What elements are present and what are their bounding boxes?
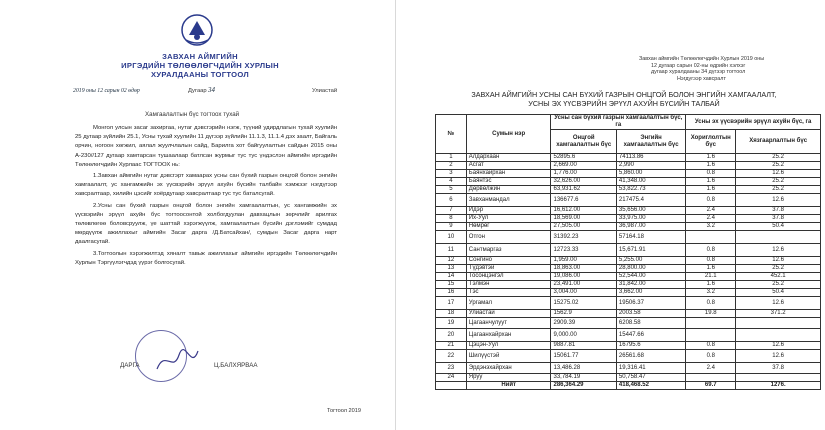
cell-limit: 12.6: [736, 194, 821, 207]
cell-special: 32,626.00: [551, 178, 616, 186]
table-row: [436, 289, 821, 297]
paragraph-4: 3.Тогтоолын хэрэгжилтэд хяналт тавьж ажиллахыг аймгийн иргэдийн Төлөөлөгчдийн Хурлын Тэргүүлэгчдэд үүрэг болгосугай.: [75, 250, 337, 266]
cell-strict: 3.2: [686, 223, 736, 231]
cell-special: 15061.77: [551, 350, 616, 363]
annex-page: [404, 0, 825, 430]
table-title-line-1: ЗАВХАН АЙМГИЙН УСНЫ САН БҮХИЙ ГАЗРЫН ОНЦГОЙ БОЛОН ЭНГИЙН ХАМГААЛАЛТ,: [471, 90, 777, 99]
cell-normal: 36,987.00: [616, 223, 685, 231]
cell-total-empty: [436, 382, 467, 390]
cell-normal: 19,316.41: [616, 363, 685, 374]
table-row: [436, 318, 821, 329]
cell-no: 4: [436, 178, 467, 186]
cell-normal: 6208.58: [616, 318, 685, 329]
cell-special: 31392.23: [551, 231, 616, 244]
cell-limit: 12.6: [736, 244, 821, 257]
cell-limit: [736, 318, 821, 329]
cell-special: 33,784.19: [551, 374, 616, 382]
cell-sum-name: Улиастай: [466, 310, 551, 318]
cell-no: 13: [436, 265, 467, 273]
cell-sum-name: Цагаанхайрхан: [466, 329, 551, 342]
cell-strict: 0.8: [686, 170, 736, 178]
cell-no: 14: [436, 273, 467, 281]
cell-normal: 2,990: [616, 162, 685, 170]
cell-sum-name: Дөрвөлжин: [466, 186, 551, 194]
cell-normal: 15,671.91: [616, 244, 685, 257]
cell-special: 16,612.00: [551, 207, 616, 215]
signature-icon: [155, 345, 200, 375]
table-row: [436, 363, 821, 374]
cell-sum-name: Тэс: [466, 289, 551, 297]
col-header-no: №: [436, 115, 467, 154]
col-header-special: Онцгой хамгаалалтын бүс: [551, 130, 616, 154]
table-row: [436, 154, 821, 162]
table-title-line-2: УСНЫ ЭХ ҮҮСВЭРИЙН ЭРҮҮЛ АХУЙН БҮСИЙН ТАЛБАЙ: [528, 99, 720, 108]
table-row: [436, 244, 821, 257]
cell-normal: 217475.4: [616, 194, 685, 207]
col-header-sum: Сумын нэр: [466, 115, 551, 154]
table-total-row: [436, 382, 821, 390]
cell-limit: 25.2: [736, 186, 821, 194]
table-row: [436, 350, 821, 363]
table-row: [436, 170, 821, 178]
signer-name: Ц.БАЛХЯРВАА: [214, 362, 258, 369]
cell-normal: 50,758.47: [616, 374, 685, 382]
cell-no: 15: [436, 281, 467, 289]
cell-limit: 25.2: [736, 281, 821, 289]
cell-normal: 2003.58: [616, 310, 685, 318]
cell-no: 17: [436, 297, 467, 310]
col-header-normal: Энгийн хамгаалалтын бүс: [616, 130, 685, 154]
cell-normal: 19506.37: [616, 297, 685, 310]
col-header-strict: Хориглолтын бүс: [686, 130, 736, 154]
cell-strict: 2.4: [686, 215, 736, 223]
cell-limit: 12.6: [736, 297, 821, 310]
cell-limit: 25.2: [736, 265, 821, 273]
cell-no: 19: [436, 318, 467, 329]
table-row: [436, 265, 821, 273]
cell-special: 63,931.62: [551, 186, 616, 194]
cell-special: 18,863.00: [551, 265, 616, 273]
cell-total-strict: 69.7: [686, 382, 736, 390]
cell-normal: 31,842.00: [616, 281, 685, 289]
cell-no: 2: [436, 162, 467, 170]
cell-limit: 37.8: [736, 207, 821, 215]
cell-strict: 1.6: [686, 162, 736, 170]
table-row: [436, 281, 821, 289]
cell-strict: 0.8: [686, 244, 736, 257]
cell-sum-name: Тэлмэн: [466, 281, 551, 289]
cell-special: 136677.6: [551, 194, 616, 207]
cell-limit: 452.1: [736, 273, 821, 281]
page-footer: Тогтоол 2019: [327, 408, 361, 414]
cell-special: 13,486.28: [551, 363, 616, 374]
cell-special: 15275.02: [551, 297, 616, 310]
cell-strict: 1.6: [686, 265, 736, 273]
cell-total-normal: 418,468.52: [616, 382, 685, 390]
cell-sum-name: Завханмандал: [466, 194, 551, 207]
col-header-limit: Хязгаарлалтын бүс: [736, 130, 821, 154]
cell-strict: 0.8: [686, 297, 736, 310]
cell-sum-name: Идэр: [466, 207, 551, 215]
cell-no: 7: [436, 207, 467, 215]
cell-special: 1,776.00: [551, 170, 616, 178]
cell-no: 8: [436, 215, 467, 223]
cell-sum-name: Сонгино: [466, 257, 551, 265]
cell-strict: 3.2: [686, 289, 736, 297]
table-row: [436, 342, 821, 350]
cell-no: 6: [436, 194, 467, 207]
cell-no: 23: [436, 363, 467, 374]
cell-strict: 2.4: [686, 207, 736, 215]
table-row: [436, 374, 821, 382]
cell-normal: 3,662.00: [616, 289, 685, 297]
cell-strict: 19.8: [686, 310, 736, 318]
table-row: [436, 178, 821, 186]
col-header-group2: Усны эх үүсвэрийн эрүүл ахуйн бүс, га: [686, 115, 821, 130]
cell-strict: [686, 318, 736, 329]
table-row: [436, 297, 821, 310]
cell-normal: 28,800.00: [616, 265, 685, 273]
cell-normal: 15447.66: [616, 329, 685, 342]
cell-total-special: 286,364.29: [551, 382, 616, 390]
cell-limit: [736, 329, 821, 342]
cell-special: 9887.81: [551, 342, 616, 350]
cell-special: 18,569.00: [551, 215, 616, 223]
table-row: [436, 231, 821, 244]
cell-normal: 5,255.00: [616, 257, 685, 265]
cell-sum-name: Цагаанчулуут: [466, 318, 551, 329]
annex-reference: [639, 56, 817, 82]
cell-sum-name: Алдархаан: [466, 154, 551, 162]
cell-no: 18: [436, 310, 467, 318]
cell-strict: 2.4: [686, 363, 736, 374]
cell-strict: 1.6: [686, 154, 736, 162]
cell-total-label: Нийт: [466, 382, 551, 390]
table-row: [436, 223, 821, 231]
table-row: [436, 194, 821, 207]
cell-no: 24: [436, 374, 467, 382]
signer-title: ДАРГА: [120, 362, 140, 369]
number-value: 34: [208, 86, 215, 94]
cell-strict: [686, 374, 736, 382]
cell-no: 12: [436, 257, 467, 265]
cell-normal: 5,860.00: [616, 170, 685, 178]
table-row: [436, 207, 821, 215]
cell-limit: 25.2: [736, 154, 821, 162]
cell-sum-name: Ургамал: [466, 297, 551, 310]
cell-no: 21: [436, 342, 467, 350]
cell-special: 3,004.00: [551, 289, 616, 297]
col-header-group1: Усны сан бүхий газрын хамгаалалтын бүс, га: [551, 115, 686, 130]
cell-strict: 0.8: [686, 350, 736, 363]
cell-special: 19,086.00: [551, 273, 616, 281]
cell-limit: 50.4: [736, 223, 821, 231]
cell-no: 9: [436, 223, 467, 231]
state-emblem-icon: [180, 13, 214, 47]
cell-normal: 57164.18: [616, 231, 685, 244]
resolution-title: Хамгаалалтын бүс тогтоох тухай: [145, 111, 240, 118]
cell-normal: 16795.6: [616, 342, 685, 350]
cell-limit: 371.2: [736, 310, 821, 318]
cell-strict: 0.8: [686, 342, 736, 350]
cell-special: 27,505.00: [551, 223, 616, 231]
cell-limit: 12.6: [736, 257, 821, 265]
header-line-2: ИРГЭДИЙН ТӨЛӨӨЛӨГЧДИЙН ХУРЛЫН: [121, 61, 279, 70]
cell-special: 12723.33: [551, 244, 616, 257]
table-row: [436, 310, 821, 318]
annex-line-4: Нэгдүгээр хавсралт: [677, 75, 726, 82]
cell-sum-name: Сантмаргаз: [466, 244, 551, 257]
cell-limit: 50.4: [736, 289, 821, 297]
cell-limit: 25.2: [736, 162, 821, 170]
cell-no: 22: [436, 350, 467, 363]
resolution-page: [0, 0, 396, 430]
cell-special: 23,491.00: [551, 281, 616, 289]
place-name: Улиастай: [312, 88, 338, 94]
cell-special: 2,669.00: [551, 162, 616, 170]
cell-limit: 25.2: [736, 178, 821, 186]
number-label: Дугаар: [188, 88, 207, 94]
annex-line-2: 12 дугаар сарын 02-ны өдрийн хэлхэг: [651, 62, 746, 69]
cell-strict: 1.6: [686, 186, 736, 194]
cell-strict: 0.8: [686, 194, 736, 207]
paragraph-1: Монгол улсын засаг захиргаа, нутаг дэвсгэрийн нэгж, түүний удирдлагын тухай хуулийн 25 дугаар зүйлийн 25.1, Усны тухай хуулийн 11 дүгээр зүйлийн 11.1.3, 11.1.4 дэх заалт, Байгаль орчин, ногоон хөгжил, аялал жуулчлалын сайд, Барилга хот байгуулалтын сайдын 2015 оны А-230//127 дугаар хамтарсан тушаалаар батлсан журмыг тус тус үндэслэн аймгийн иргэдийн Төлөөлөгчдийн Хурлаас ТОГТООХ нь:: [75, 125, 337, 168]
cell-strict: 21.1: [686, 273, 736, 281]
annex-line-1: Завхан аймгийн Төлөөлөгчдийн Хурлын 2019 оны: [639, 56, 765, 62]
cell-normal: 53,822.73: [616, 186, 685, 194]
header-line-1: ЗАВХАН АЙМГИЙН: [162, 52, 238, 61]
paragraph-3: 2.Усны сан бүхий газрын онцгой болон энгийн хамгаалалтын, ус хангамжийн эх үүсвэрийн эрүүл ахуйн бүс тогтоосонтой холбогдуулан давхацлын зөрчлийг арилгах төлөвлөгөө боловсруулж, үе шаттай хэрэгжүүлж, хамгаалалтын бүсийн дэглэмийг сумдад мөрдүүлж ажиллахыг аймгийн Засаг дарга /Д.Батсайхан/, сумдын Засаг дарга нарт даалгасугай.: [75, 202, 337, 246]
protection-zone-table: [435, 114, 821, 390]
cell-normal: 52,544.00: [616, 273, 685, 281]
cell-no: 11: [436, 244, 467, 257]
cell-no: 20: [436, 329, 467, 342]
cell-special: 1562.9: [551, 310, 616, 318]
cell-limit: 12.6: [736, 350, 821, 363]
cell-sum-name: Баянхайрхан: [466, 170, 551, 178]
cell-sum-name: Шилүүстэй: [466, 350, 551, 363]
table-row: [436, 186, 821, 194]
cell-normal: 35,656.00: [616, 207, 685, 215]
cell-no: 1: [436, 154, 467, 162]
table-row: [436, 215, 821, 223]
cell-special: 9,000.00: [551, 329, 616, 342]
cell-sum-name: Эрдэнэхайрхан: [466, 363, 551, 374]
cell-normal: 33,975.00: [616, 215, 685, 223]
cell-limit: [736, 231, 821, 244]
cell-sum-name: Цэцэн-Уул: [466, 342, 551, 350]
table-row: [436, 273, 821, 281]
cell-no: 10: [436, 231, 467, 244]
resolution-body: [75, 124, 337, 270]
cell-strict: [686, 231, 736, 244]
cell-normal: 74113.86: [616, 154, 685, 162]
cell-limit: [736, 374, 821, 382]
table-row: [436, 329, 821, 342]
cell-sum-name: Нөмрөг: [466, 223, 551, 231]
cell-sum-name: Тосонцэнгэл: [466, 273, 551, 281]
cell-total-limit: 1276.: [736, 382, 821, 390]
table-row: [436, 257, 821, 265]
cell-sum-name: Асгат: [466, 162, 551, 170]
cell-limit: 12.6: [736, 170, 821, 178]
cell-sum-name: Баянтэс: [466, 178, 551, 186]
cell-special: 52895.6: [551, 154, 616, 162]
cell-no: 3: [436, 170, 467, 178]
cell-sum-name: Их-Уул: [466, 215, 551, 223]
annex-line-3: дугаар хуралдааны 34 дүгээр тогтоол: [651, 69, 746, 76]
cell-normal: 41,348.00: [616, 178, 685, 186]
cell-strict: [686, 329, 736, 342]
cell-strict: 0.8: [686, 257, 736, 265]
cell-special: 2909.39: [551, 318, 616, 329]
resolution-date: 2019 оны 12 сарын 02 өдөр: [73, 88, 140, 94]
cell-no: 5: [436, 186, 467, 194]
cell-special: 1,959.00: [551, 257, 616, 265]
cell-limit: 37.8: [736, 363, 821, 374]
cell-normal: 26561.68: [616, 350, 685, 363]
cell-strict: 1.6: [686, 281, 736, 289]
cell-sum-name: Түдэвтэй: [466, 265, 551, 273]
paragraph-2: 1.Завхан аймгийн нутаг дэвсгэрт хамаарах усны сан бүхий газрын онцгой болон энгийн хамгаалалт, ус хангамжийн эх үүсвэрийн эрүүл ахуйн бүсийн талбайн хэмжээг нэгдүгээр хавсралтаар, хилийн цэсийг хоёрдугаар хавсралтаар тус тус баталсугай.: [75, 173, 337, 198]
table-row: [436, 162, 821, 170]
cell-limit: 37.8: [736, 215, 821, 223]
cell-limit: 12.6: [736, 342, 821, 350]
cell-no: 16: [436, 289, 467, 297]
cell-sum-name: Отгон: [466, 231, 551, 244]
cell-sum-name: Яруу: [466, 374, 551, 382]
cell-strict: 1.6: [686, 178, 736, 186]
header-line-3: ХУРАЛДААНЫ ТОГТООЛ: [151, 70, 249, 79]
